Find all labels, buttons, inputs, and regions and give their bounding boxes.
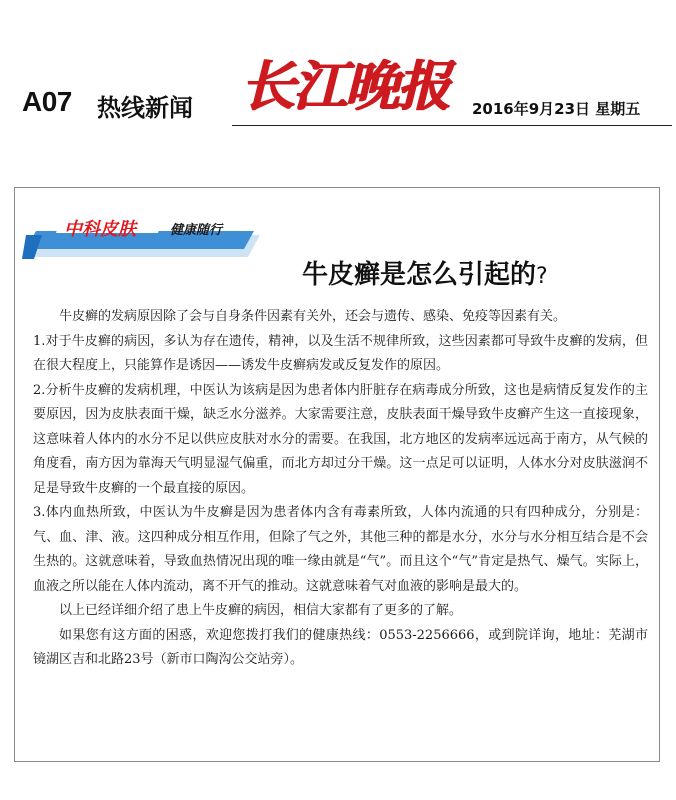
- paragraph-summary: 以上已经详细介绍了患上牛皮癣的病因，相信大家都有了更多的了解。: [59, 603, 463, 618]
- headline-question-mark: ?: [536, 264, 548, 289]
- page-number: A07: [22, 86, 72, 117]
- paragraph-cause-2: 2.分析牛皮癣的发病机理，中医认为该病是因为患者体内肝脏存在病毒成分所致，这也是病情反复发作的主要原因，因为皮肤表面干燥，缺乏水分滋养。大家需要注意，皮肤表面干燥导致牛皮癣产生这一直接现象，这意味着人体内的水分不足以供应皮肤对水分的需要。在我国，北方地区的发病率远远高于南方，从气候的角度看，南方因为靠海天气明显湿气偏重，而北方却过分干燥。这一点足可以证明，人体水分对皮肤滋润不足是导致牛皮癣的一个最直接的原因。: [33, 382, 648, 496]
- paragraph-intro: 牛皮癣的发病原因除了会与自身条件因素有关外，还会与遗传、感染、免疫等因素有关。: [59, 309, 567, 324]
- paragraph-cause-3: 3.体内血热所致，中医认为牛皮癣是因为患者体内含有毒素所致，人体内流通的只有四种成分，分别是：气、血、津、液。这四种成分相互作用，但除了气之外，其他三种的都是水分，水分与水分相互结合是不会生热的。这就意味着，导致血热情况出现的唯一缘由就是“气”。而且这个“气”肯定是热气、燥气。实际上，血液之所以能在人体内流动，离不开气的推动。这就意味着气对血液的影响是最大的。: [33, 505, 648, 594]
- headline-text: 牛皮癣是怎么引起的: [302, 260, 537, 290]
- newspaper-logo: 长江晚报: [237, 54, 462, 118]
- article-headline: [302, 254, 548, 291]
- paragraph-cause-1: 1.对于牛皮癣的病因，多认为存在遗传，精神，以及生活不规律所致，这些因素都可导致牛皮癣的发病，但在很大程度上，只能算作是诱因——诱发牛皮癣病发或反复发作的原因。: [33, 333, 648, 373]
- paragraph-contact: 如果您有这方面的困惑，欢迎您拨打我们的健康热线：0553-2256666，或到院详询，地址：芜湖市镜湖区吉和北路23号（新市口陶沟公交站旁）。: [33, 627, 648, 667]
- masthead-rule: [232, 125, 672, 126]
- section-title: 热线新闻: [97, 94, 193, 122]
- article-body: [33, 305, 648, 673]
- column-banner: [22, 213, 262, 261]
- banner-ribbon-icon: [22, 213, 262, 261]
- issue-date: 2016年9月23日 星期五: [472, 100, 641, 118]
- column-subtitle: 健康随行: [170, 223, 223, 238]
- newspaper-masthead: [0, 0, 676, 135]
- column-title: 中科皮肤: [64, 219, 136, 240]
